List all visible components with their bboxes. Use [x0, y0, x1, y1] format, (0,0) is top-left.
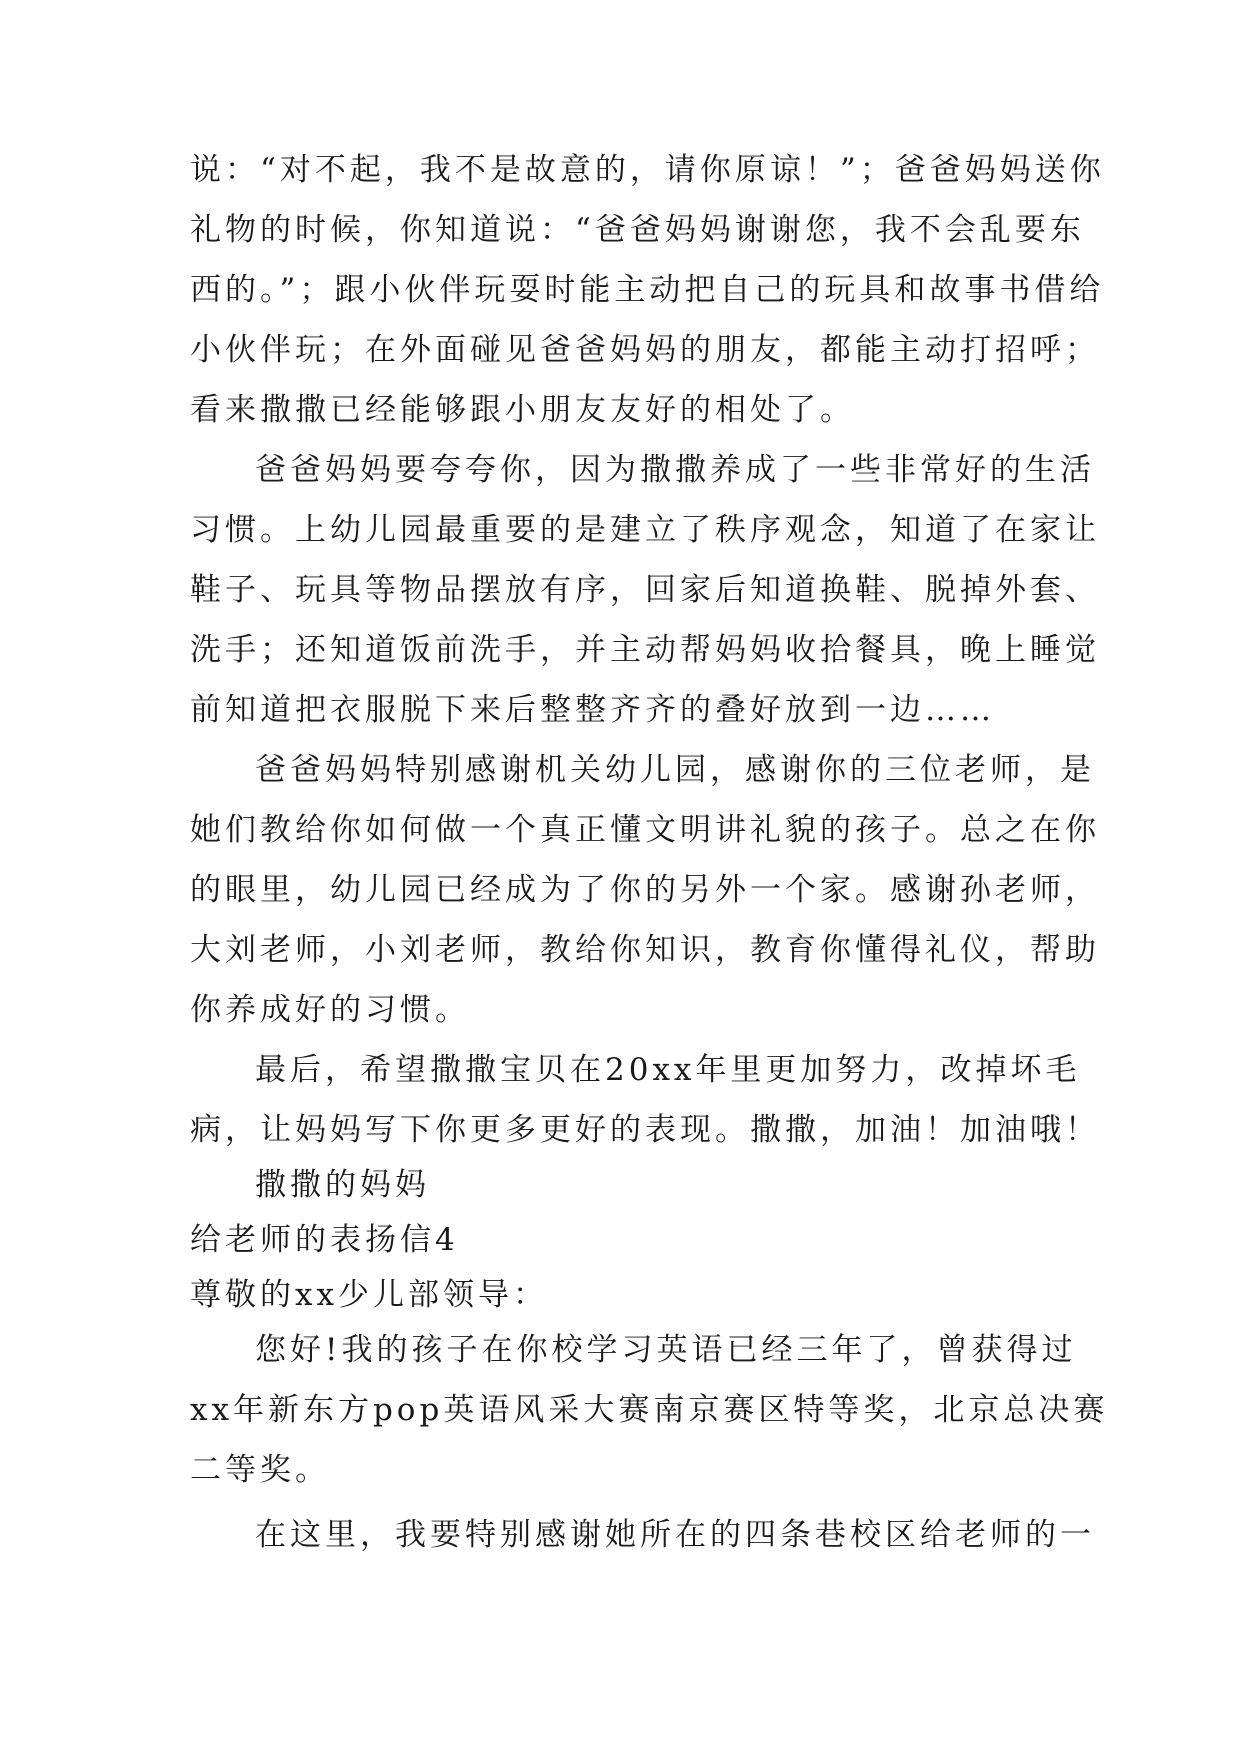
text-line: 你养成好的习惯。 [190, 992, 470, 1028]
text-line: 小伙伴玩；在外面碰见爸爸妈妈的朋友，都能主动打招呼； [190, 332, 1100, 368]
text-line: 西的。”；跟小伙伴玩耍时能主动把自己的玩具和故事书借给 [190, 272, 1105, 308]
signature: 撒撒的妈妈 [255, 1167, 430, 1203]
text-line: 病，让妈妈写下你更多更好的表现。撒撒，加油！加油哦！ [190, 1112, 1100, 1148]
text-line: 二等奖。 [190, 1452, 330, 1488]
paragraph-start: 爸爸妈妈要夸夸你，因为撒撒养成了一些非常好的生活 [255, 452, 1095, 488]
salutation: 尊敬的xx少儿部领导： [190, 1277, 548, 1313]
text-line: 前知道把衣服脱下来后整整齐齐的叠好放到一边…… [190, 692, 995, 728]
paragraph-start: 最后，希望撒撒宝贝在20xx年里更加努力，改掉坏毛 [255, 1052, 1081, 1088]
text-line: 礼物的时候，你知道说：“爸爸妈妈谢谢您，我不会乱要东 [190, 212, 1085, 248]
text-line: 习惯。上幼儿园最重要的是建立了秩序观念，知道了在家让 [190, 512, 1100, 548]
text-line: 的眼里，幼儿园已经成为了你的另外一个家。感谢孙老师， [190, 872, 1100, 908]
paragraph-start: 在这里，我要特别感谢她所在的四条巷校区给老师的一 [255, 1517, 1095, 1553]
text-line: 大刘老师，小刘老师，教给你知识，教育你懂得礼仪，帮助 [190, 932, 1100, 968]
text-line: 看来撒撒已经能够跟小朋友友好的相处了。 [190, 392, 855, 428]
text-line: 说：“对不起，我不是故意的，请你原谅！”；爸爸妈妈送你 [190, 152, 1105, 188]
section-title: 给老师的表扬信4 [190, 1222, 459, 1258]
paragraph-start: 爸爸妈妈特别感谢机关幼儿园，感谢你的三位老师，是 [255, 752, 1095, 788]
text-line: 鞋子、玩具等物品摆放有序，回家后知道换鞋、脱掉外套、 [190, 572, 1100, 608]
text-line: 她们教给你如何做一个真正懂文明讲礼貌的孩子。总之在你 [190, 812, 1100, 848]
text-line: xx年新东方pop英语风采大赛南京赛区特等奖，北京总决赛 [190, 1392, 1109, 1428]
paragraph-start: 您好!我的孩子在你校学习英语已经三年了，曾获得过 [255, 1332, 1077, 1368]
text-line: 洗手；还知道饭前洗手，并主动帮妈妈收拾餐具，晚上睡觉 [190, 632, 1100, 668]
